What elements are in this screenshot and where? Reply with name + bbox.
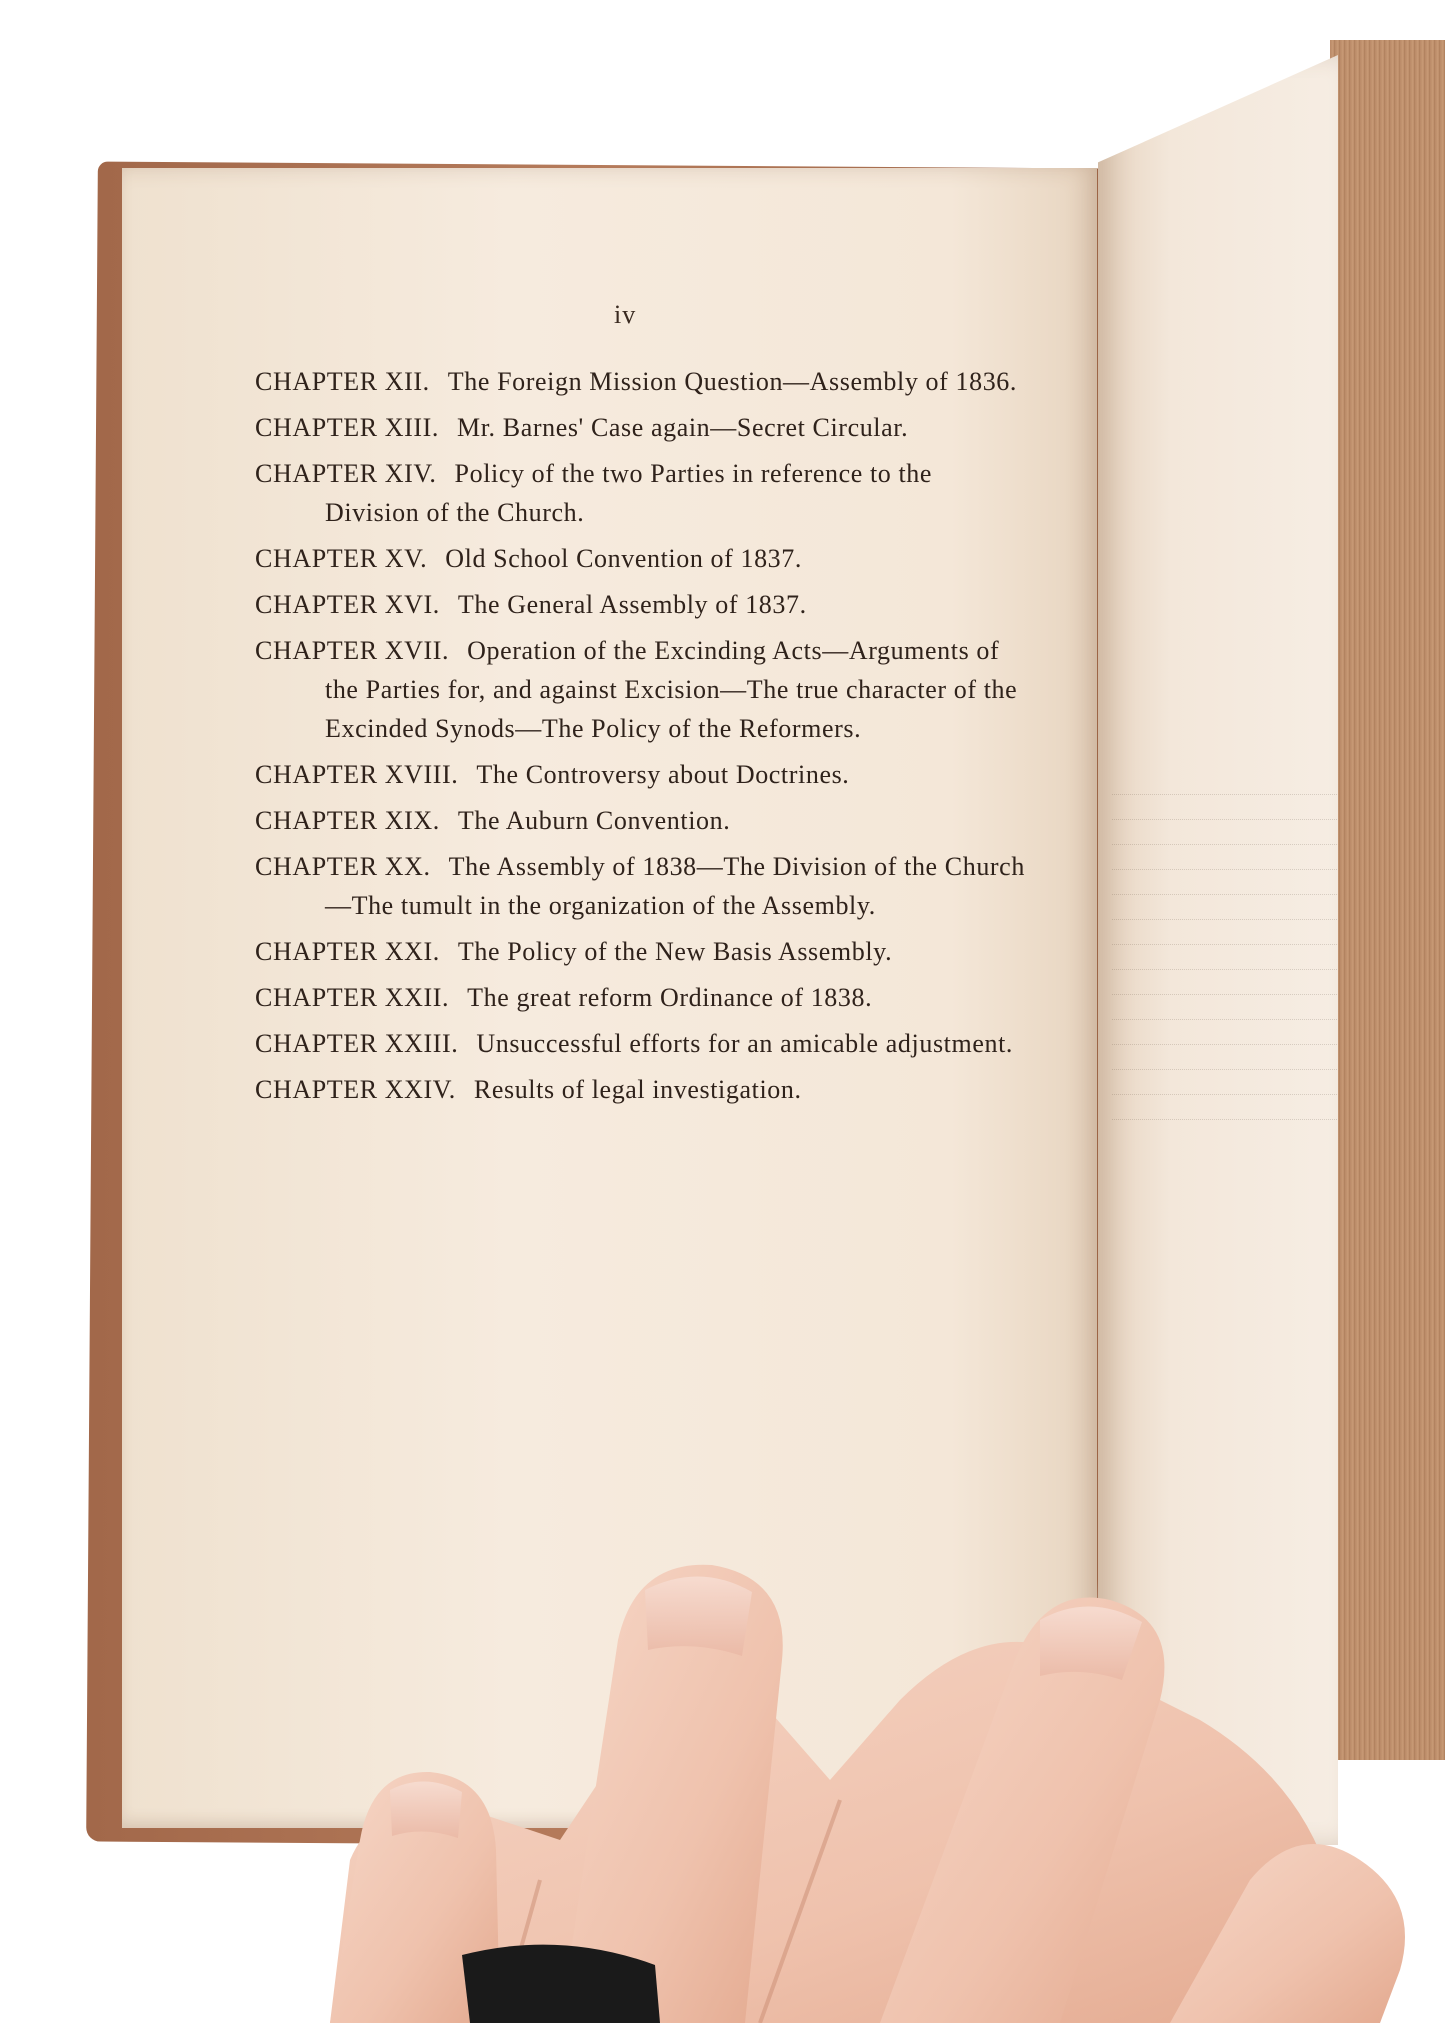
- chapter-title: Old School Convention of 1837.: [445, 544, 802, 573]
- chapter-label: CHAPTER XVIII.: [255, 760, 459, 789]
- chapter-title: Operation of the Excinding Acts—Arguments of the Parties for, and against Excision—The true character of the Excinded Synods—The Policy of the Reformers.: [325, 636, 1018, 743]
- chapter-title: The General Assembly of 1837.: [457, 590, 807, 619]
- chapter-label: CHAPTER XXIII.: [255, 1029, 459, 1058]
- chapter-title: Unsuccessful efforts for an amicable adjustment.: [476, 1029, 1013, 1058]
- chapter-title: The Assembly of 1838—The Division of the Church—The tumult in the organization of the Assembly.: [325, 852, 1025, 920]
- chapter-title: The great reform Ordinance of 1838.: [467, 983, 873, 1012]
- chapter-title: Mr. Barnes' Case again—Secret Circular.: [457, 413, 909, 442]
- chapter-label: CHAPTER XIV.: [255, 459, 437, 488]
- chapter-title: The Auburn Convention.: [457, 806, 731, 835]
- chapter-title: The Foreign Mission Question—Assembly of 1836.: [447, 367, 1018, 396]
- chapter-label: CHAPTER XII.: [255, 367, 430, 396]
- chapter-title: Results of legal investigation.: [473, 1075, 802, 1104]
- page-number: iv: [614, 300, 637, 329]
- chapter-label: CHAPTER XVII.: [255, 636, 450, 665]
- chapter-title: The Controversy about Doctrines.: [476, 760, 850, 789]
- chapter-label: CHAPTER XX.: [255, 852, 431, 881]
- chapter-label: CHAPTER XXII.: [255, 983, 450, 1012]
- chapter-label: CHAPTER XV.: [255, 544, 428, 573]
- chapter-label: CHAPTER XXI.: [255, 937, 440, 966]
- chapter-label: CHAPTER XVI.: [255, 590, 440, 619]
- chapter-title: Policy of the two Parties in reference to the Division of the Church.: [325, 459, 933, 527]
- chapter-title: The Policy of the New Basis Assembly.: [457, 937, 893, 966]
- chapter-label: CHAPTER XIII.: [255, 413, 440, 442]
- chapter-label: CHAPTER XXIV.: [255, 1075, 456, 1104]
- chapter-label: CHAPTER XIX.: [255, 806, 440, 835]
